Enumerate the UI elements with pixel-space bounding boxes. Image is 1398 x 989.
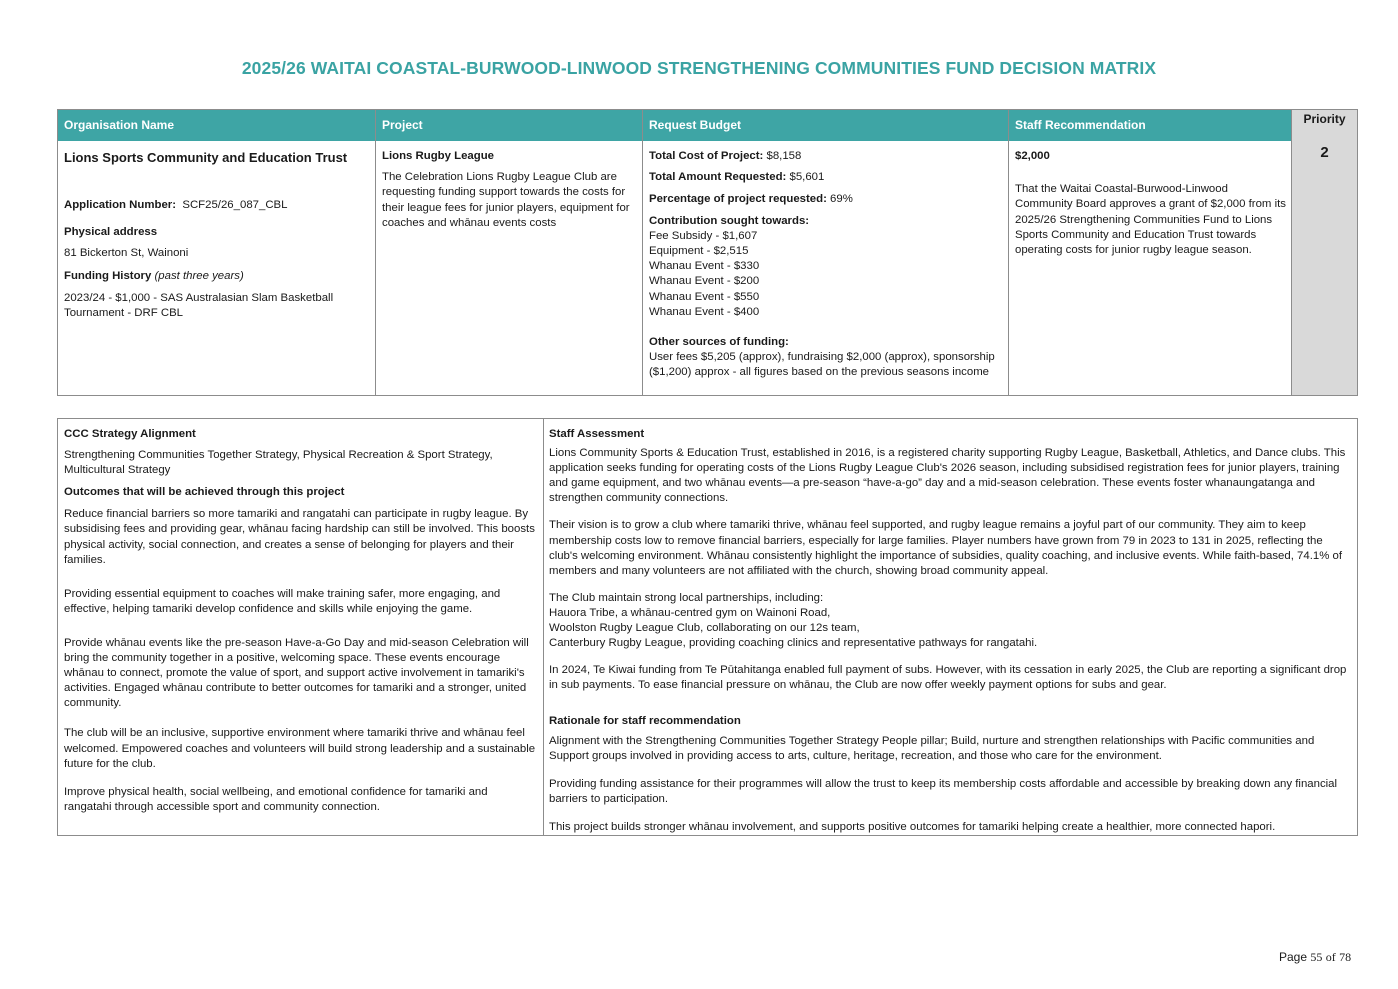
priority-cell bbox=[1292, 110, 1357, 395]
recommendation-text: That the Waitai Coastal-Burwood-Linwood Community Board approves a grant of $2,000 from its 2025/26 Strengthening Communities Fund to Lions Sports Community and Education Trust towards operating costs for junior rugby league season. bbox=[1015, 183, 1286, 257]
total-cost bbox=[649, 149, 1003, 164]
funding-history-note: (past three years) bbox=[154, 269, 244, 282]
strategy-heading: CCC Strategy Alignment bbox=[64, 428, 196, 440]
outcomes-heading: Outcomes that will be achieved through this project bbox=[64, 486, 345, 499]
outcome-paragraph: Improve physical health, social wellbeing, and emotional confidence for tamariki and rangatahi through accessible sport and community connection. bbox=[64, 785, 488, 813]
assessment-heading: Staff Assessment bbox=[549, 428, 645, 440]
organisation-name: Lions Sports Community and Education Trust bbox=[64, 150, 348, 165]
recommended-amount: $2,000 bbox=[1015, 150, 1050, 162]
page-label: Page bbox=[1279, 950, 1308, 964]
assessment-table bbox=[57, 418, 1358, 836]
contribution-item: Whanau Event - $550 bbox=[649, 290, 760, 303]
application-value: SCF25/26_087_CBL bbox=[182, 199, 288, 211]
application-label: Application Number: bbox=[64, 199, 177, 211]
percentage-requested bbox=[649, 192, 1003, 207]
page-of: of bbox=[1325, 950, 1336, 964]
assessment-paragraph: In 2024, Te Kiwai funding from Te Pūtahitanga enabled full payment of subs. However, with its cessation in early 2025, the Club are reporting a significant drop in sub payments. To ease financial pressure on whānau, the Club are now offer weekly payment options for subs and gear. bbox=[549, 664, 1347, 692]
contribution-item: Whanau Event - $200 bbox=[649, 275, 760, 288]
project-name: Lions Rugby League bbox=[382, 150, 495, 162]
assessment-paragraph: Their vision is to grow a club where tamariki thrive, whānau feel supported, and rugby league remains a joyful part of our community. They aim to keep membership costs low to remove financial barriers, especially for large families. Player numbers have grown from 79 in 2023 to 131 in 2025, reflecting the club's welcoming environment. Whānau consistently highlight the importance of subsidies, quality coaching, and inclusive events. While faith-based, 74.1% of members and many volunteers are not affiliated with the church, showing broad community appeal. bbox=[549, 519, 1342, 577]
partnership-item: Canterbury Rugby League, providing coaching clinics and representative pathways for rangatahi. bbox=[549, 637, 1038, 650]
decision-table bbox=[57, 109, 1358, 396]
address-value: 81 Bickerton St, Wainoni bbox=[64, 247, 189, 260]
contribution-item: Equipment - $2,515 bbox=[649, 245, 749, 258]
funding-history-label: Funding History bbox=[64, 269, 152, 282]
priority-value: 2 bbox=[1320, 144, 1329, 161]
percentage-label: Percentage of project requested: bbox=[649, 193, 827, 206]
header-project: Project bbox=[376, 110, 643, 141]
funding-history-heading bbox=[64, 269, 370, 284]
priority-header: Priority bbox=[1303, 112, 1346, 126]
total-requested bbox=[649, 170, 1003, 185]
contribution-item: Whanau Event - $400 bbox=[649, 305, 760, 318]
header-organisation: Organisation Name bbox=[58, 110, 376, 141]
partnerships-intro: The Club maintain strong local partnerships, including: bbox=[549, 591, 824, 604]
project-description: The Celebration Lions Rugby League Club are requesting funding support towards the costs for their league fees for junior players, equipment for coaches and whānau events costs bbox=[382, 171, 630, 229]
contribution-label: Contribution sought towards: bbox=[649, 214, 810, 227]
page-current: 55 bbox=[1310, 950, 1323, 964]
funding-history-value: 2023/24 - $1,000 - SAS Australasian Slam Basketball Tournament - DRF CBL bbox=[64, 291, 334, 320]
outcome-paragraph: Providing essential equipment to coaches will make training safer, more engaging, and effective, helping tamariki develop confidence and skills while enjoying the game. bbox=[64, 587, 501, 615]
outcome-paragraph: Reduce financial barriers so more tamariki and rangatahi can participate in rugby league. By subsidising fees and providing gear, whānau facing hardship can still be involved. This boosts physical activity, social connection, and creates a sense of belonging for players and their families. bbox=[64, 508, 535, 566]
rationale-heading: Rationale for staff recommendation bbox=[549, 715, 741, 728]
other-sources-value: User fees $5,205 (approx), fundraising $2,000 (approx), sponsorship ($1,200) approx - all figures based on the previous seasons income bbox=[649, 351, 995, 379]
project-cell bbox=[376, 141, 643, 395]
rationale-paragraph: This project builds stronger whānau involvement, and supports positive outcomes for tamariki helping create a healthier, more connected hapori. bbox=[549, 820, 1276, 833]
percentage-value: 69% bbox=[830, 193, 853, 206]
contribution-item: Fee Subsidy - $1,607 bbox=[649, 229, 758, 242]
other-sources-label: Other sources of funding: bbox=[649, 336, 789, 349]
page-number bbox=[1279, 950, 1351, 965]
assessment-cell bbox=[543, 419, 1357, 835]
rationale-paragraph: Alignment with the Strengthening Communities Together Strategy People pillar; Build, nurture and strengthen relationships with Pacific communities and Support groups involved in providing access to arts, culture, heritage, recreation, and those who care for the environment. bbox=[549, 734, 1315, 762]
total-cost-value: $8,158 bbox=[766, 150, 802, 162]
rationale-paragraph: Providing funding assistance for their programmes will allow the trust to keep its membership costs affordable and accessible by breaking down any financial barriers to participation. bbox=[549, 777, 1338, 805]
strategy-text: Strengthening Communities Together Strategy, Physical Recreation & Sport Strategy, Multicultural Strategy bbox=[64, 449, 493, 477]
total-cost-label: Total Cost of Project: bbox=[649, 150, 764, 162]
header-recommendation: Staff Recommendation bbox=[1009, 110, 1292, 141]
page-total: 78 bbox=[1339, 950, 1352, 964]
address-label: Physical address bbox=[64, 226, 158, 239]
budget-cell bbox=[643, 141, 1009, 395]
assessment-paragraph: Lions Community Sports & Education Trust, established in 2016, is a registered charity supporting Rugby League, Basketball, Athletics, and Dance clubs. This application seeks funding for operating costs of the Lions Rugby League Club's 2026 season, including subsidised registration fees for junior players, training and game equipment, and two whānau events—a pre-season “have-a-go” day and a mid-season celebration. These events foster whanaungatanga and strengthen community connections. bbox=[549, 447, 1346, 505]
organisation-cell bbox=[58, 141, 376, 395]
recommendation-cell bbox=[1009, 141, 1292, 395]
partnership-item: Hauora Tribe, a whānau-centred gym on Wainoni Road, bbox=[549, 606, 831, 619]
partnership-item: Woolston Rugby League Club, collaborating on our 12s team, bbox=[549, 622, 860, 635]
document-title: 2025/26 WAITAI COASTAL-BURWOOD-LINWOOD STRENGTHENING COMMUNITIES FUND DECISION MATRIX bbox=[241, 58, 1157, 78]
application-number bbox=[64, 198, 370, 213]
contribution-item: Whanau Event - $330 bbox=[649, 260, 760, 273]
outcome-paragraph: The club will be an inclusive, supportive environment where tamariki thrive and whānau feel welcomed. Empowered coaches and volunteers will build strong leadership and a sustainable future for the club. bbox=[64, 727, 536, 770]
outcome-paragraph: Provide whānau events like the pre-season Have-a-Go Day and mid-season Celebration will bring the community together in a positive, welcoming space. These events encourage whānau to connect, promote the value of sport, and support active involvement in tamariki's activities. Engaged whānau contribute to better outcomes for tamariki and a stronger, united community. bbox=[64, 636, 529, 710]
total-requested-label: Total Amount Requested: bbox=[649, 171, 787, 184]
header-budget: Request Budget bbox=[643, 110, 1009, 141]
strategy-cell bbox=[58, 419, 543, 815]
total-requested-value: $5,601 bbox=[789, 171, 825, 184]
